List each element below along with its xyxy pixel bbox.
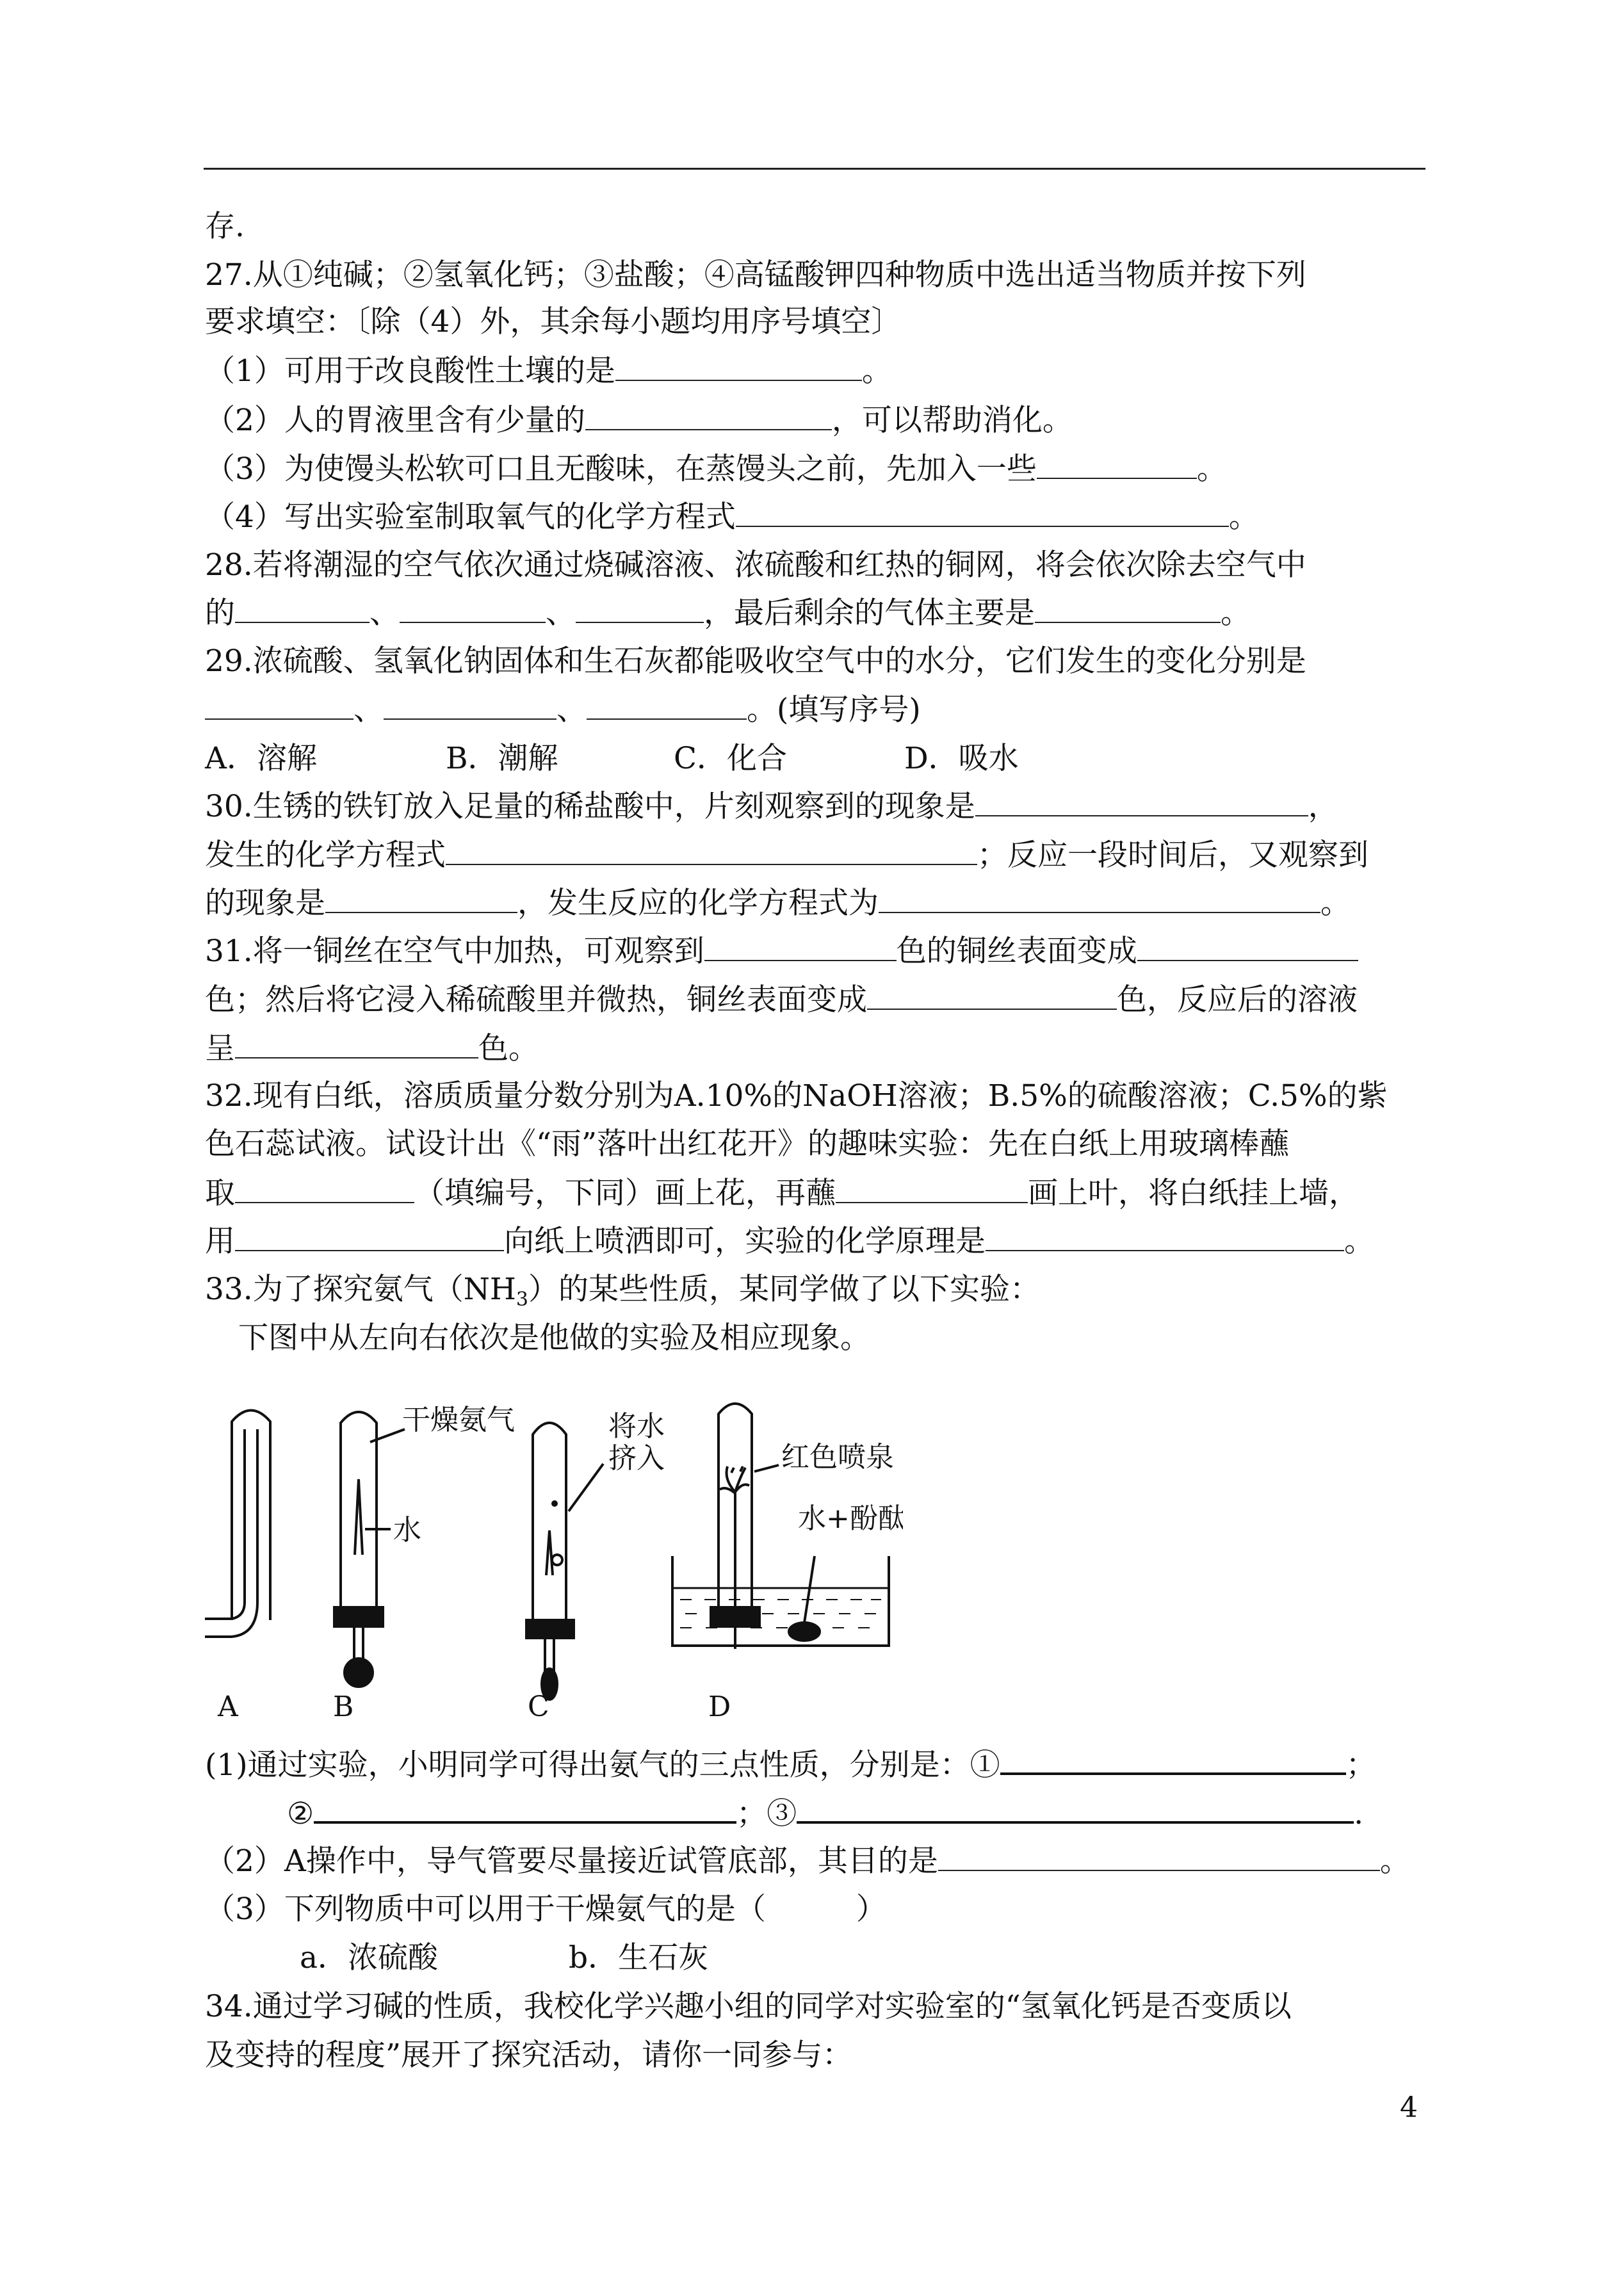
- answer-blank[interactable]: [587, 690, 747, 720]
- text: （填编号，下同）: [414, 1176, 655, 1211]
- text: 呈: [205, 1031, 235, 1066]
- text: 31.将一铜丝在空气中加热，可观察到: [205, 934, 704, 969]
- answer-blank[interactable]: [1000, 1744, 1346, 1775]
- text-line: [205, 1174, 1359, 1213]
- text: ，最后剩余的气体主要是: [704, 596, 1035, 631]
- answer-blank[interactable]: [836, 1174, 1028, 1203]
- text: 的现象是: [205, 886, 325, 921]
- text: 28.若将潮湿的空气依次通过烧碱溶液、浓硫酸和红热的铜网，将会依次除去空气中: [205, 547, 1306, 583]
- panel-label-d: D: [708, 1691, 731, 1723]
- option-b: b．生石灰: [569, 1940, 709, 1975]
- text: 。: [1320, 886, 1351, 921]
- text: 画上花，再蘸: [655, 1176, 836, 1211]
- answer-blank[interactable]: [384, 690, 556, 720]
- text: 、: [353, 692, 384, 727]
- text: 色。: [478, 1031, 539, 1066]
- text: 要求填空：〔除（4）外，其余每小题均用序号填空〕: [205, 304, 902, 339]
- apparatus-a: [205, 1411, 270, 1637]
- text: ②: [287, 1796, 314, 1831]
- text: （3）下列物质中可以用于干燥氨气的是（ ）: [205, 1892, 886, 1927]
- answer-blank[interactable]: [615, 352, 862, 381]
- answer-blank[interactable]: [235, 1029, 478, 1058]
- text: 色，反应后的溶液: [1117, 982, 1358, 1018]
- answer-blank[interactable]: [1037, 450, 1197, 479]
- text: 。: [1196, 451, 1227, 487]
- text: 29.浓硫酸、氢氧化钠固体和生石灰都能吸收空气中的水分，它们发生的变化分别是: [205, 644, 1306, 679]
- apparatus-c: [526, 1423, 603, 1699]
- answer-blank[interactable]: [986, 1222, 1344, 1251]
- text-line: [205, 498, 1259, 537]
- label-water: 水: [393, 1514, 421, 1546]
- answer-blank[interactable]: [235, 594, 369, 623]
- text: 及变持的程度”展开了探究活动，请你一同参与：: [205, 2038, 853, 2073]
- panel-label-c: C: [528, 1691, 549, 1723]
- text: 用: [205, 1224, 235, 1259]
- answer-blank[interactable]: [235, 1222, 504, 1251]
- text: ；③: [736, 1796, 797, 1831]
- text: ；: [1345, 1748, 1376, 1783]
- text: 的: [205, 596, 235, 631]
- question-31: [205, 932, 1358, 971]
- text-line: [205, 352, 892, 391]
- text: （2）A操作中，导气管要尽量接近试管底部，其目的是: [205, 1844, 938, 1879]
- answer-blank[interactable]: [235, 1174, 414, 1203]
- option-a: a．浓硫酸: [300, 1940, 439, 1975]
- text: 存.: [205, 209, 245, 244]
- text: 30.生锈的铁钉放入足量的稀盐酸中，片刻观察到的现象是: [205, 789, 975, 824]
- answer-blank[interactable]: [938, 1842, 1380, 1871]
- text: （1）可用于改良酸性土壤的是: [205, 353, 615, 389]
- answer-blank[interactable]: [1137, 932, 1358, 961]
- text: 。: [1379, 1844, 1410, 1879]
- text-line: [205, 1222, 1374, 1261]
- answer-blank[interactable]: [1035, 594, 1221, 623]
- text: ，发生反应的化学方程式为: [517, 886, 879, 921]
- question-28: [205, 546, 1306, 585]
- text-line: [205, 690, 921, 729]
- text: 、: [369, 596, 400, 631]
- label-water-phenolphthalein: 水+酚酞: [798, 1502, 903, 1535]
- panel-label-a: A: [218, 1691, 238, 1723]
- label-dry-ammonia: 干燥氨气: [402, 1404, 515, 1436]
- answer-blank[interactable]: [205, 690, 353, 720]
- question-29: [205, 642, 1306, 681]
- answer-blank[interactable]: [975, 787, 1308, 816]
- answer-blank[interactable]: [585, 401, 832, 430]
- text: 下图中从左向右依次是他做的实验及相应现象。: [238, 1320, 870, 1356]
- text: 色的铜丝表面变成: [896, 934, 1137, 969]
- answer-blank[interactable]: [704, 932, 897, 961]
- text: 画上叶，将白纸挂上墙，: [1028, 1176, 1359, 1211]
- answer-blank[interactable]: [446, 836, 977, 865]
- text: .: [1354, 1796, 1364, 1831]
- text: 34.通过学习碱的性质，我校化学兴趣小组的同学对实验室的“氢氧化钙是否变质以: [205, 1989, 1292, 2024]
- subscript: 3: [516, 1288, 528, 1311]
- text-line: [205, 594, 1251, 633]
- panel-label-b: B: [333, 1691, 354, 1723]
- page-number: 4: [1400, 2091, 1418, 2124]
- text: 。: [1228, 499, 1259, 535]
- text: 。: [861, 353, 892, 389]
- answer-blank[interactable]: [879, 884, 1320, 913]
- text: 向纸上喷洒即可，实验的化学原理是: [504, 1224, 986, 1259]
- text: 发生的化学方程式: [205, 838, 446, 873]
- text: 、: [556, 692, 587, 727]
- text: 取: [205, 1176, 235, 1211]
- options-29: [205, 740, 1019, 778]
- answer-blank[interactable]: [400, 594, 546, 623]
- text-line: [205, 1125, 1289, 1164]
- option-a: A．溶解: [205, 741, 317, 776]
- text-line: [205, 207, 245, 246]
- answer-blank[interactable]: [867, 980, 1117, 1010]
- text: 。(填写序号): [747, 692, 921, 727]
- text-line: [205, 836, 1368, 875]
- answer-blank[interactable]: [325, 884, 517, 913]
- question-27: [205, 256, 1306, 295]
- text: ；反应一段时间后，又观察到: [977, 838, 1368, 873]
- options-33-3: [300, 1939, 708, 1977]
- text: （4）写出实验室制取氧气的化学方程式: [205, 499, 736, 535]
- text: 32.现有白纸，溶质质量分数分别为A.10%的NaOH溶液；B.5%的硫酸溶液；C.5%的紫: [205, 1078, 1388, 1114]
- text: ）的某些性质，某同学做了以下实验：: [528, 1272, 1040, 1307]
- text: （2）人的胃液里含有少量的: [205, 403, 585, 438]
- answer-blank[interactable]: [736, 498, 1229, 527]
- question-33-1: [205, 1744, 1376, 1785]
- question-33: [205, 1270, 1040, 1319]
- text-line: [205, 401, 1073, 440]
- text: 色；然后将它浸入稀硫酸里并微热，铜丝表面变成: [205, 982, 867, 1018]
- text-line: [205, 2036, 852, 2075]
- text-line: [205, 450, 1227, 489]
- text-line: [287, 1793, 1363, 1833]
- question-32: [205, 1077, 1388, 1115]
- label-red-fountain: 红色喷泉: [781, 1441, 894, 1473]
- text-line: [205, 884, 1351, 923]
- text: 、: [546, 596, 576, 631]
- text-line: [205, 1029, 539, 1068]
- answer-blank[interactable]: [314, 1793, 736, 1824]
- experiment-figure: [199, 1396, 903, 1729]
- text: 。: [1221, 596, 1251, 631]
- text: ，可以帮助消化。: [831, 403, 1073, 438]
- question-33-2: [205, 1842, 1410, 1881]
- answer-blank[interactable]: [576, 594, 704, 623]
- text: （3）为使馒头松软可口且无酸味，在蒸馒头之前，先加入一些: [205, 451, 1037, 487]
- text: ，: [1308, 789, 1338, 824]
- text-line: [205, 980, 1358, 1019]
- apparatus-diagram: [199, 1396, 903, 1729]
- text: 27.从①纯碱；②氢氧化钙；③盐酸；④高锰酸钾四种物质中选出适当物质并按下列: [205, 257, 1306, 293]
- label-squeeze-water: 将水: [608, 1410, 665, 1443]
- question-33-3: [205, 1890, 886, 1929]
- question-34: [205, 1988, 1292, 2026]
- text: 。: [1344, 1224, 1374, 1259]
- text: 33.为了探究氨气（NH: [205, 1272, 516, 1307]
- text: 色石蕊试液。试设计出《“雨”落叶出红花开》的趣味实验：先在白纸上用玻璃棒蘸: [205, 1126, 1290, 1162]
- answer-blank[interactable]: [797, 1793, 1354, 1824]
- header-rule: [204, 168, 1425, 170]
- text: (1)通过实验，小明同学可得出氨气的三点性质，分别是：①: [205, 1748, 1000, 1783]
- option-c: C．化合: [674, 741, 787, 776]
- label-squeeze-in: 挤入: [608, 1442, 665, 1475]
- option-b: B．潮解: [446, 741, 558, 776]
- option-d: D．吸水: [904, 741, 1019, 776]
- text-line: [205, 303, 901, 341]
- apparatus-b: [334, 1412, 383, 1687]
- question-30: [205, 787, 1338, 826]
- text-line: [238, 1319, 870, 1358]
